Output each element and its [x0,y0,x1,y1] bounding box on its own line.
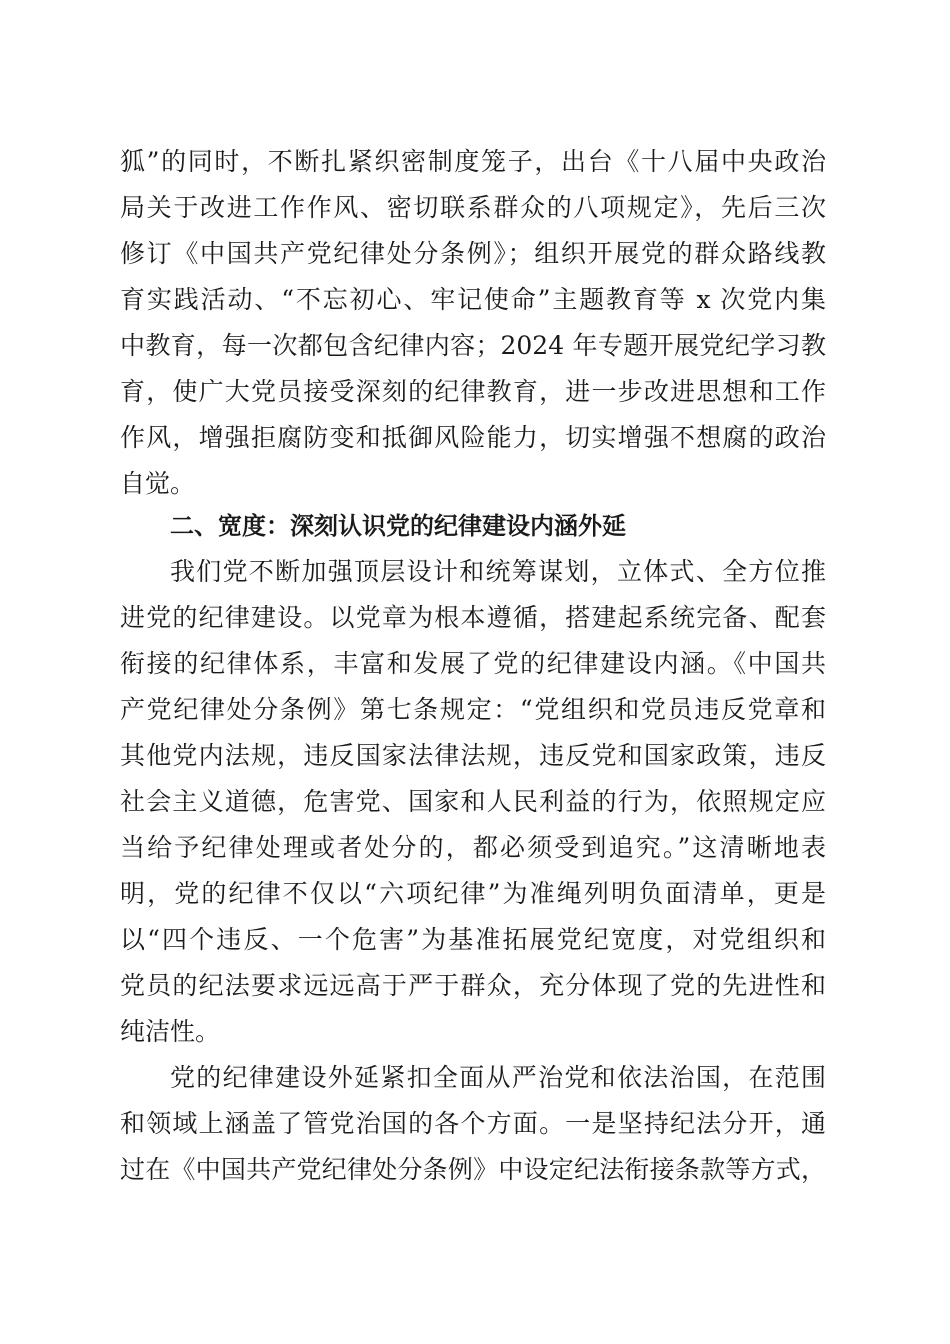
paragraph-1-line: 作风，增强拒腐防变和抵御风险能力，切实增强不想腐的政治 [120,423,826,452]
paragraph-2-line: 党员的纪法要求远远高于严于群众，充分体现了党的先进性和 [120,971,826,1000]
paragraph-2-line: 产党纪律处分条例》第七条规定：“党组织和党员违反党章和 [120,695,826,724]
paragraph-2-line: 当给予纪律处理或者处分的，都必须受到追究。”这清晰地表 [120,833,826,862]
paragraph-2-line: 其他党内法规，违反国家法律法规，违反党和国家政策，违反 [120,741,826,770]
paragraph-2-line: 纯洁性。 [120,1017,221,1046]
paragraph-1-line: 修订《中国共产党纪律处分条例》；组织开展党的群众路线教 [120,239,826,268]
paragraph-1-line: 局关于改进工作作风、密切联系群众的八项规定》，先后三次 [120,193,826,222]
paragraph-1-line: 中教育，每一次都包含纪律内容；2024 年专题开展党纪学习教 [120,331,826,360]
paragraph-1-line: 育，使广大党员接受深刻的纪律教育，进一步改进思想和工作 [120,377,826,406]
paragraph-2-line: 衔接的纪律体系，丰富和发展了党的纪律建设内涵。《中国共 [120,649,826,678]
paragraph-2-line: 明，党的纪律不仅以“六项纪律”为准绳列明负面清单，更是 [120,879,826,908]
paragraph-2-line: 我们党不断加强顶层设计和统筹谋划，立体式、全方位推 [170,557,826,586]
paragraph-3-line: 党的纪律建设外延紧扣全面从严治党和依法治国，在范围 [170,1063,826,1092]
paragraph-3-line: 和领域上涵盖了管党治国的各个方面。一是坚持纪法分开，通 [120,1109,826,1138]
paragraph-1-line: 自觉。 [120,469,196,498]
paragraph-2-line: 社会主义道德，危害党、国家和人民利益的行为，依照规定应 [120,787,826,816]
paragraph-2-line: 进党的纪律建设。以党章为根本遵循，搭建起系统完备、配套 [120,603,826,632]
paragraph-2-line: 以“四个违反、一个危害”为基准拓展党纪宽度，对党组织和 [120,925,826,954]
paragraph-1-line: 狐”的同时，不断扎紧织密制度笼子，出台《十八届中央政治 [120,147,826,176]
paragraph-1-line: 育实践活动、“不忘初心、牢记使命”主题教育等 x 次党内集 [120,285,826,314]
section-heading: 二、宽度：深刻认识党的纪律建设内涵外延 [170,512,626,540]
paragraph-3-line: 过在《中国共产党纪律处分条例》中设定纪法衔接条款等方式， [120,1155,826,1184]
